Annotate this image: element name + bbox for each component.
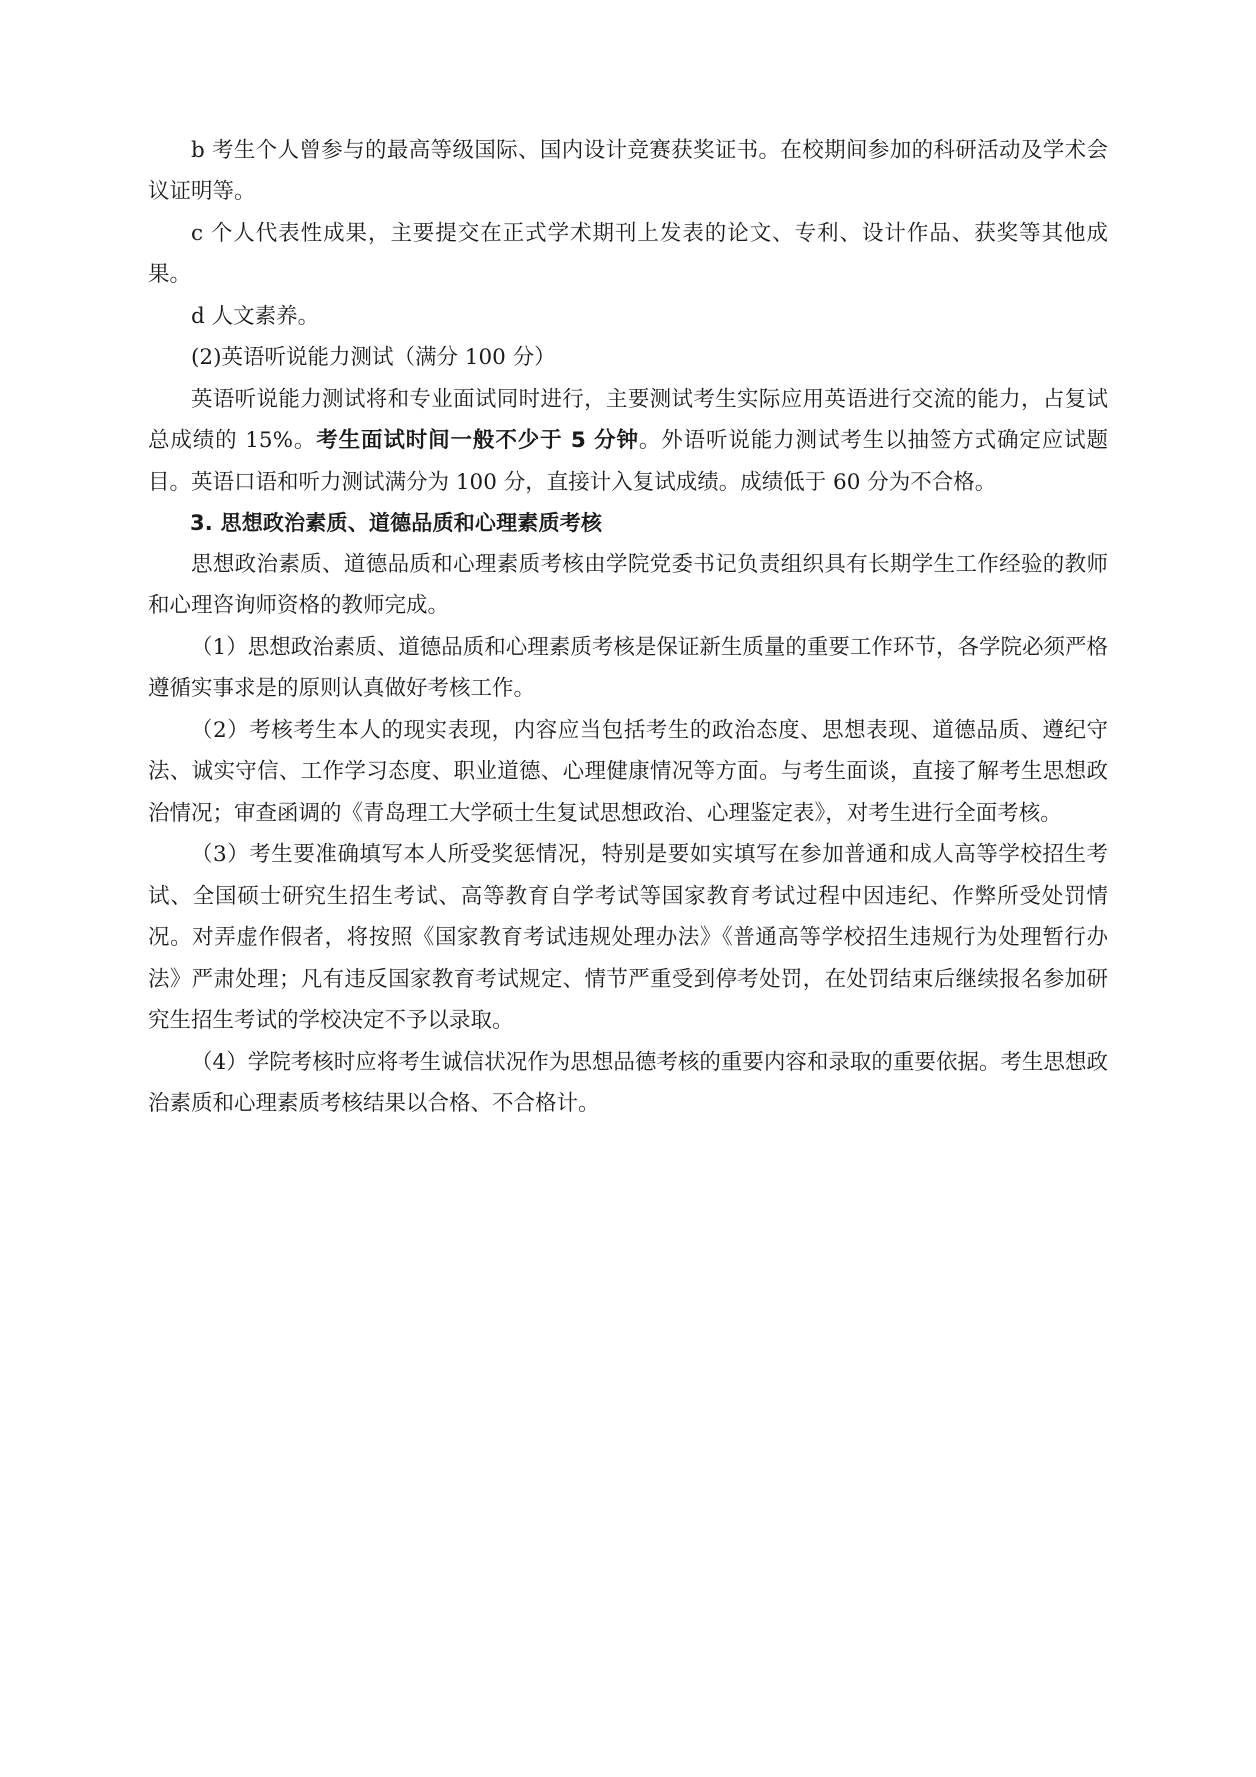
document-body [148,130,1108,1125]
paragraph-section3-item-2: （2）考核考生本人的现实表现，内容应当包括考生的政治态度、思想表现、道德品质、遵纪守法、诚实守信、工作学习态度、职业道德、心理健康情况等方面。与考生面谈，直接了解考生思想政治情况；审查函调的《青岛理工大学硕士生复试思想政治、心理鉴定表》，对考生进行全面考核。 [148,717,1108,826]
paragraph-item-d: d 人文素养。 [191,303,320,329]
text-segment-normal-1: 英语听说能力测试将和专业面试同时进行，主要测试考生实际应用英语进行交流的能力，占复试总成绩的 15%。 [148,386,1108,454]
section-heading-3: 3. 思想政治素质、道德品质和心理素质考核 [190,511,603,536]
paragraph-section3-item-4: （4）学院考核时应将考生诚信状况作为思想品德考核的重要内容和录取的重要依据。考生思想政治素质和心理素质考核结果以合格、不合格计。 [148,1049,1108,1117]
paragraph-english-test-body [148,379,1108,503]
paragraph-english-test-title: (2)英语听说能力测试（满分 100 分） [191,345,556,371]
paragraph-section3-item-1: （1）思想政治素质、道德品质和心理素质考核是保证新生质量的重要工作环节，各学院必须严格遵循实事求是的原则认真做好考核工作。 [148,634,1108,702]
paragraph-item-c: c 个人代表性成果，主要提交在正式学术期刊上发表的论文、专利、设计作品、获奖等其他成果。 [148,220,1108,288]
paragraph-section3-item-3: （3）考生要准确填写本人所受奖惩情况，特别是要如实填写在参加普通和成人高等学校招生考试、全国硕士研究生招生考试、高等教育自学考试等国家教育考试过程中因违纪、作弊所受处罚情况。对弄虚作假者，将按照《国家教育考试违规处理办法》《普通高等学校招生违规行为处理暂行办法》严肃处理；凡有违反国家教育考试规定、情节严重受到停考处罚，在处罚结束后继续报名参加研究生招生考试的学校决定不予以录取。 [148,842,1108,1034]
paragraph-item-b: b 考生个人曾参与的最高等级国际、国内设计竞赛获奖证书。在校期间参加的科研活动及学术会议证明等。 [148,138,1108,205]
text-segment-bold: 考生面试时间一般不少于 5 分钟 [316,428,639,454]
text-segment-normal-2: 。外语听说能力测试考生以抽签方式确定应试题目。英语口语和听力测试满分为 100 分，直接计入复试成绩。成绩低于 60 分为不合格。 [148,428,1108,495]
paragraph-section3-intro: 思想政治素质、道德品质和心理素质考核由学院党委书记负责组织具有长期学生工作经验的教师和心理咨询师资格的教师完成。 [148,551,1108,619]
